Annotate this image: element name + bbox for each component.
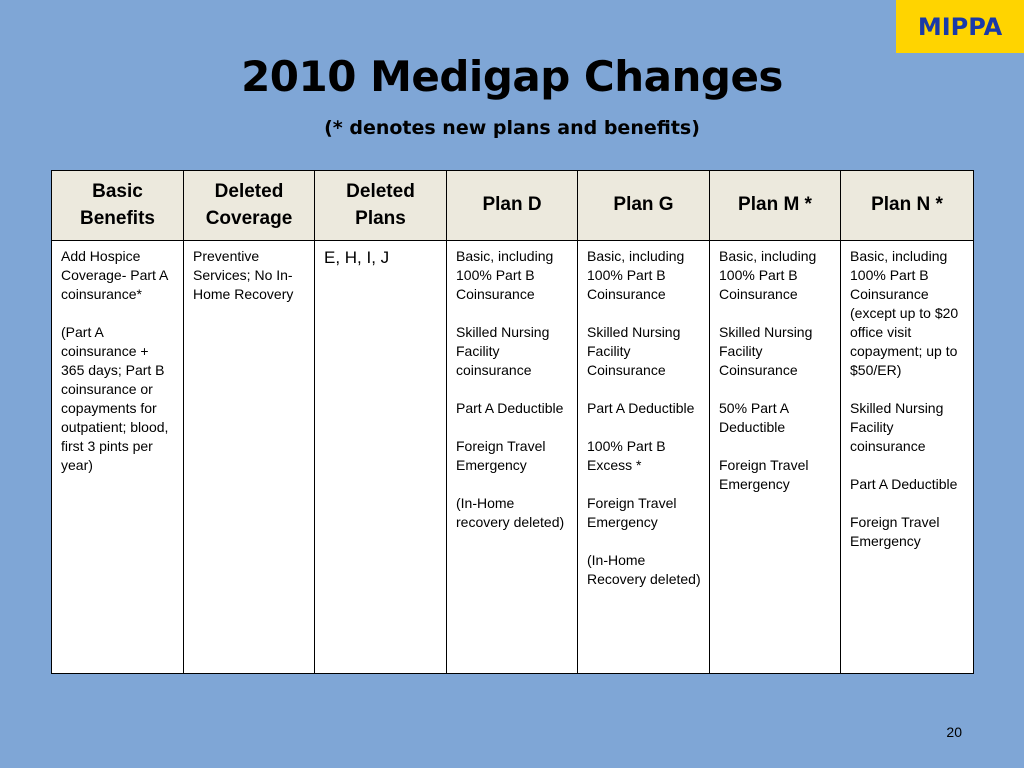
- cell-paragraph: Basic, including 100% Part B Coinsurance: [719, 248, 817, 302]
- cell-paragraph: (In-Home Recovery deleted): [587, 552, 701, 587]
- cell-paragraph: Foreign Travel Emergency: [850, 514, 940, 549]
- cell-paragraph: Skilled Nursing Facility coinsurance: [456, 324, 550, 378]
- cell-plan-n: [841, 241, 974, 674]
- header-plan-n: Plan N *: [841, 171, 974, 241]
- cell-paragraph: Part A Deductible: [456, 400, 564, 416]
- header-basic-benefits: Basic Benefits: [52, 171, 184, 241]
- header-plan-m: Plan M *: [710, 171, 841, 241]
- cell-basic-benefits: [52, 241, 184, 674]
- cell-deleted-coverage: [184, 241, 315, 674]
- cell-plan-g: [578, 241, 710, 674]
- slide-title: 2010 Medigap Changes: [241, 52, 783, 101]
- cell-paragraph: Foreign Travel Emergency: [719, 457, 809, 492]
- cell-paragraph: Basic, including 100% Part B Coinsurance (except up to $20 office visit copayment; up to $50/ER): [850, 248, 959, 378]
- cell-paragraph: (Part A coinsurance + 365 days; Part B coinsurance or copayments for outpatient; blood, first 3 pints per year): [61, 324, 169, 473]
- cell-plan-d: [447, 241, 578, 674]
- cell-deleted-plans: [315, 241, 447, 674]
- header-deleted-plans: Deleted Plans: [315, 171, 447, 241]
- cell-paragraph: Basic, including 100% Part B Coinsurance: [456, 248, 554, 302]
- slide-subtitle: (* denotes new plans and benefits): [324, 117, 700, 139]
- header-plan-d: Plan D: [447, 171, 578, 241]
- cell-paragraph: Basic, including 100% Part B Coinsurance: [587, 248, 685, 302]
- cell-paragraph: Foreign Travel Emergency: [587, 495, 677, 530]
- cell-paragraph: Part A Deductible: [850, 476, 958, 492]
- medigap-changes-table: [51, 170, 974, 674]
- cell-paragraph: (In-Home recovery deleted): [456, 495, 565, 530]
- cell-paragraph: Part A Deductible: [587, 400, 695, 416]
- cell-paragraph: Preventive Services; No In-Home Recovery: [193, 248, 294, 302]
- cell-plan-m: [710, 241, 841, 674]
- table-row: [52, 241, 974, 674]
- header-deleted-coverage: Deleted Coverage: [184, 171, 315, 241]
- table-header-row: [52, 171, 974, 241]
- cell-paragraph: E, H, I, J: [324, 248, 390, 267]
- page-number: 20: [946, 724, 962, 740]
- cell-paragraph: Skilled Nursing Facility coinsurance: [850, 400, 944, 454]
- cell-paragraph: Foreign Travel Emergency: [456, 438, 546, 473]
- mippa-badge: MIPPA: [896, 0, 1024, 53]
- header-plan-g: Plan G: [578, 171, 710, 241]
- cell-paragraph: Add Hospice Coverage- Part A coinsurance*: [61, 248, 168, 302]
- cell-paragraph: 50% Part A Deductible: [719, 400, 789, 435]
- cell-paragraph: Skilled Nursing Facility Coinsurance: [587, 324, 681, 378]
- cell-paragraph: 100% Part B Excess *: [587, 438, 666, 473]
- cell-paragraph: Skilled Nursing Facility Coinsurance: [719, 324, 813, 378]
